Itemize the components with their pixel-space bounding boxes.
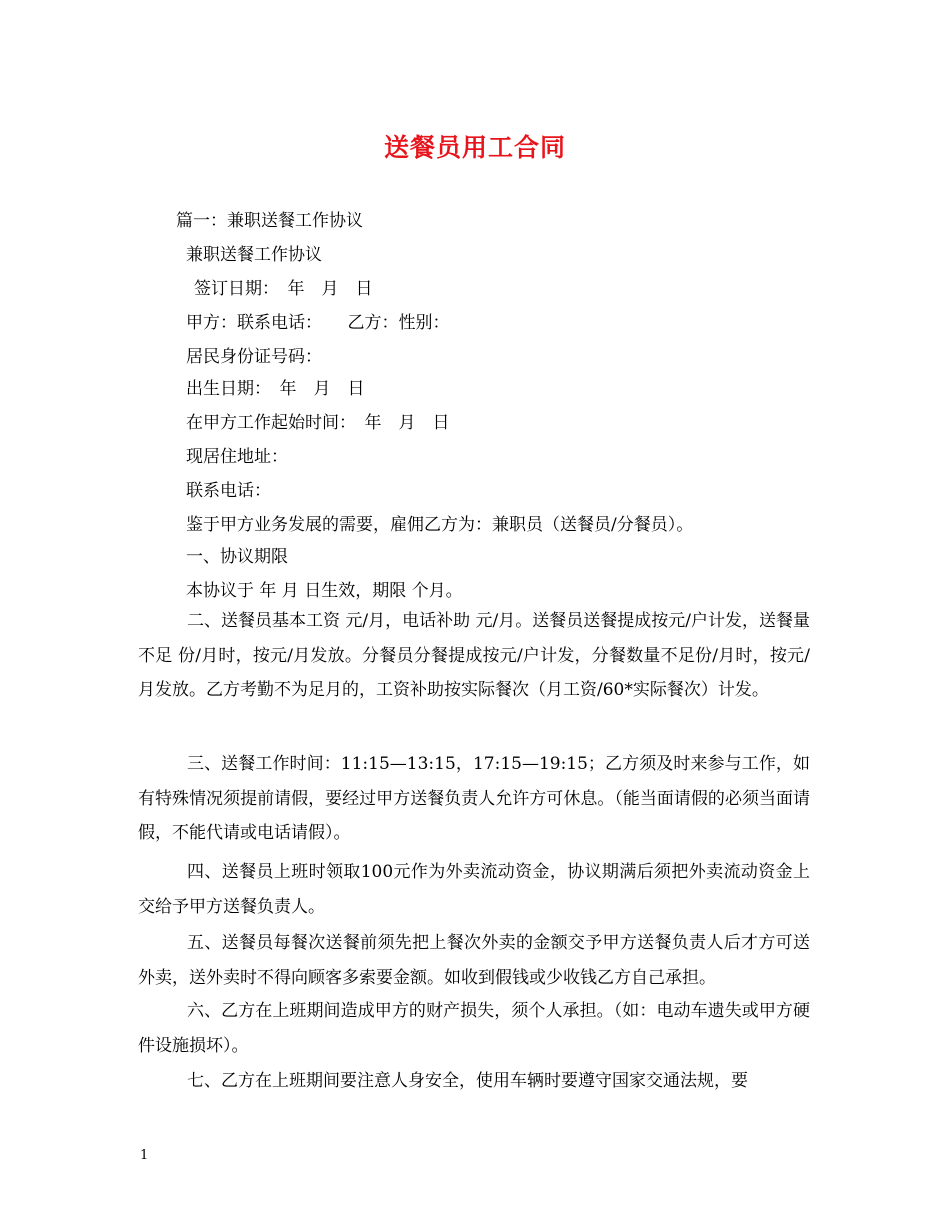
id-number-line: 居民身份证号码： bbox=[186, 347, 322, 367]
section-heading: 篇一：兼职送餐工作协议 bbox=[176, 211, 363, 231]
clause-3-paragraph: 三、送餐工作时间：11:15—13:15，17:15—19:15；乙方须及时来参与工作，如有特殊情况须提前请假，要经过甲方送餐负责人允许方可休息。（能当面请假的必须当面请假，不能代请或电话请假）。 bbox=[138, 754, 810, 843]
clause-2-paragraph: 二、送餐员基本工资 元/月，电话补助 元/月。送餐员送餐提成按元/户计发，送餐量不足 份/月时，按元/月发放。分餐员分餐提成按元/户计发，分餐数量不足份/月时，按元/月发放。乙方考勤不为足月的，工资补助按实际餐次（月工资/60*实际餐次）计发。 bbox=[138, 611, 810, 700]
clause-4-paragraph: 四、送餐员上班时领取100元作为外卖流动资金，协议期满后须把外卖流动资金上交给予甲方送餐负责人。 bbox=[138, 862, 810, 917]
clause-7-paragraph: 七、乙方在上班期间要注意人身安全，使用车辆时要遵守国家交通法规，要 bbox=[187, 1071, 748, 1091]
clause-6-paragraph: 六、乙方在上班期间造成甲方的财产损失，须个人承担。（如：电动车遗失或甲方硬件设施损坏）。 bbox=[138, 1001, 810, 1056]
start-date-line: 在甲方工作起始时间： 年 月 日 bbox=[186, 413, 450, 433]
phone-line: 联系电话： bbox=[186, 481, 271, 501]
purpose-line: 鉴于甲方业务发展的需要，雇佣乙方为：兼职员（送餐员/分餐员）。 bbox=[186, 515, 694, 535]
agreement-name: 兼职送餐工作协议 bbox=[186, 245, 322, 265]
address-line: 现居住地址： bbox=[186, 447, 288, 467]
document-title: 送餐员用工合同 bbox=[383, 133, 566, 162]
term-heading: 一、协议期限 bbox=[186, 547, 288, 567]
clause-5-paragraph: 五、送餐员每餐次送餐前须先把上餐次外卖的金额交予甲方送餐负责人后才方可送外卖，送外卖时不得向顾客多索要金额。如收到假钱或少收钱乙方自己承担。 bbox=[138, 933, 810, 988]
page-number: 1 bbox=[140, 1148, 149, 1163]
party-line: 甲方：联系电话： 乙方：性别： bbox=[186, 313, 450, 333]
birth-date-line: 出生日期： 年 月 日 bbox=[186, 379, 365, 399]
term-line: 本协议于 年 月 日生效，期限 个月。 bbox=[186, 581, 463, 601]
signing-date-line: 签订日期： 年 月 日 bbox=[194, 279, 373, 299]
